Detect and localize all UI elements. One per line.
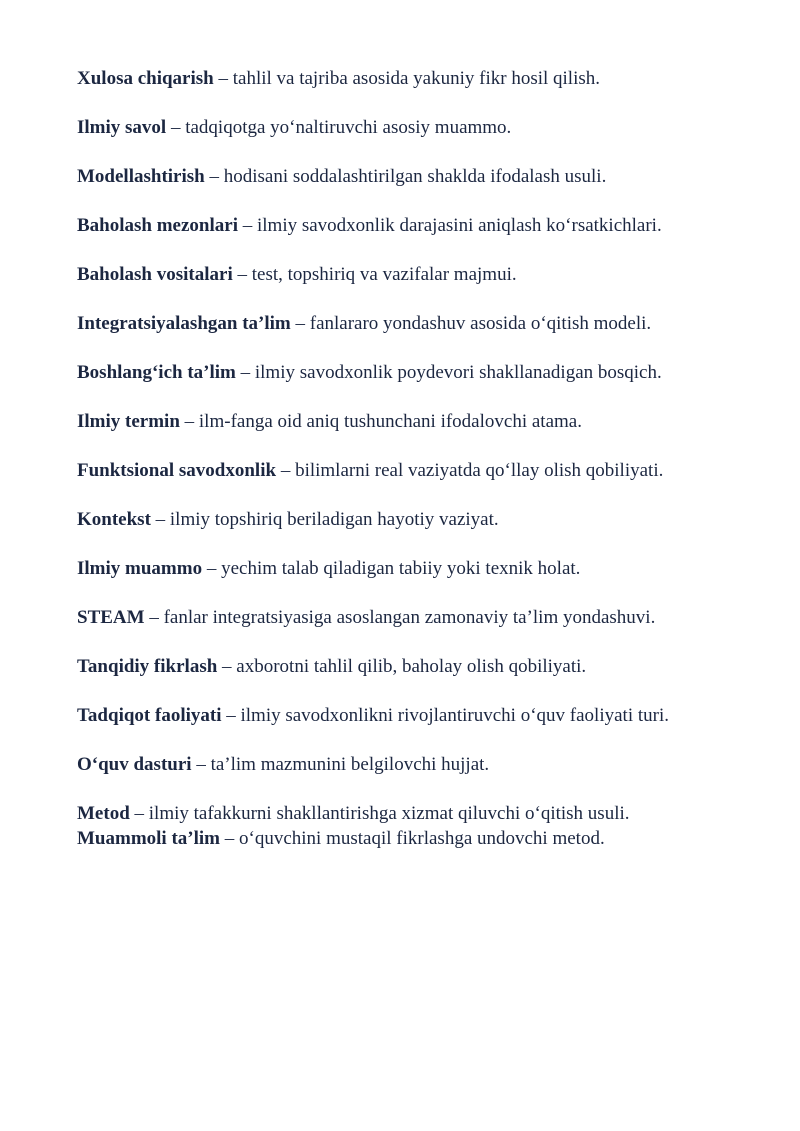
glossary-term: Baholash mezonlari [77,215,238,236]
glossary-entry [77,507,717,532]
glossary-definition: bilimlarni real vaziyatda qo‘llay olish qobiliyati. [295,460,664,481]
term-separator: – [290,313,310,334]
glossary-term: Funktsional savodxonlik [77,460,277,481]
term-separator: – [232,264,252,285]
glossary-entry [77,458,717,483]
glossary-definition: ilmiy tafakkurni shakllantirishga xizmat qiluvchi o‘qitish usuli. [148,803,630,824]
glossary-entry [77,409,717,434]
glossary-entry [77,703,717,728]
glossary-entry [77,801,717,826]
glossary-term: Modellashtirish [77,166,205,187]
term-separator: – [166,117,186,138]
term-separator: – [144,607,164,628]
glossary-definition: fanlararo yondashuv asosida o‘qitish modeli. [309,313,652,334]
term-separator: – [204,166,224,187]
term-separator: – [235,362,255,383]
glossary-definition: fanlar integratsiyasiga asoslangan zamonaviy ta’lim yondashuvi. [163,607,656,628]
glossary-term: Boshlang‘ich ta’lim [77,362,236,383]
glossary-entry [77,213,717,238]
glossary-definition: ilm-fanga oid aniq tushunchani ifodalovchi atama. [198,411,582,432]
glossary-term: Integratsiyalashgan ta’lim [77,313,291,334]
glossary-entry [77,826,717,851]
term-separator: – [129,803,149,824]
glossary-term: Xulosa chiqarish [77,68,214,89]
term-separator: – [217,656,237,677]
glossary-entry [77,556,717,581]
glossary-entry [77,311,717,336]
glossary-entry [77,360,717,385]
glossary-term: Tanqidiy fikrlash [77,656,218,677]
term-separator: – [213,68,233,89]
glossary-definition: ilmiy savodxonlik darajasini aniqlash ko‘rsatkichlari. [256,215,662,236]
glossary-term: Ilmiy muammo [77,558,203,579]
glossary-entry [77,654,717,679]
glossary-definition: test, topshiriq va vazifalar majmui. [251,264,517,285]
glossary-page [77,66,717,851]
glossary-term: STEAM [77,607,145,628]
glossary-entry [77,752,717,777]
glossary-term: Tadqiqot faoliyati [77,705,222,726]
glossary-term: Muammoli ta’lim [77,828,221,849]
glossary-definition: ilmiy savodxonlik poydevori shakllanadigan bosqich. [254,362,662,383]
term-separator: – [202,558,222,579]
glossary-entry [77,262,717,287]
glossary-term: O‘quv dasturi [77,754,192,775]
glossary-term: Kontekst [77,509,151,530]
term-separator: – [221,705,241,726]
glossary-term: Metod [77,803,130,824]
glossary-entry [77,164,717,189]
glossary-term: Ilmiy termin [77,411,180,432]
glossary-definition: o‘quvchini mustaqil fikrlashga undovchi metod. [239,828,605,849]
glossary-entry [77,115,717,140]
glossary-definition: ilmiy savodxonlikni rivojlantiruvchi o‘quv faoliyati turi. [240,705,669,726]
glossary-entry [77,605,717,630]
term-separator: – [276,460,296,481]
glossary-definition: tadqiqotga yo‘naltiruvchi asosiy muammo. [185,117,512,138]
term-separator: – [179,411,199,432]
glossary-definition: hodisani soddalashtirilgan shaklda ifodalash usuli. [223,166,607,187]
glossary-term: Baholash vositalari [77,264,233,285]
term-separator: – [220,828,240,849]
term-separator: – [237,215,257,236]
glossary-definition: tahlil va tajriba asosida yakuniy fikr hosil qilish. [232,68,601,89]
glossary-term: Ilmiy savol [77,117,167,138]
term-separator: – [150,509,170,530]
glossary-definition: axborotni tahlil qilib, baholay olish qobiliyati. [236,656,587,677]
glossary-definition: ta’lim mazmunini belgilovchi hujjat. [210,754,490,775]
glossary-entry [77,66,717,91]
glossary-definition: ilmiy topshiriq beriladigan hayotiy vaziyat. [169,509,499,530]
glossary-definition: yechim talab qiladigan tabiiy yoki texnik holat. [221,558,581,579]
term-separator: – [191,754,211,775]
